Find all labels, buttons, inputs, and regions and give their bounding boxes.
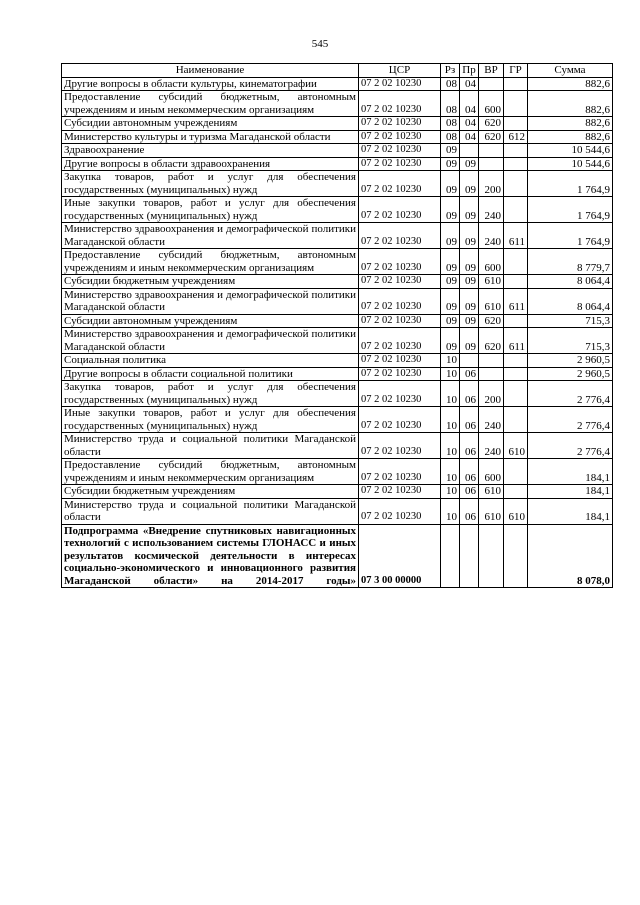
cell-sum: 184,1: [528, 459, 613, 485]
cell-vr: 620: [479, 314, 504, 328]
cell-sum: 10 544,6: [528, 144, 613, 158]
cell-gr: [504, 117, 528, 131]
cell-csr: 07 2 02 10230: [359, 144, 441, 158]
cell-csr: 07 2 02 10230: [359, 197, 441, 223]
cell-csr: 07 2 02 10230: [359, 367, 441, 381]
cell-name: Социальная политика: [62, 354, 359, 368]
cell-pr: 06: [460, 433, 479, 459]
cell-csr: 07 2 02 10230: [359, 314, 441, 328]
cell-gr: [504, 275, 528, 289]
cell-pr: 04: [460, 130, 479, 144]
cell-rz: 09: [441, 197, 460, 223]
cell-rz: 09: [441, 249, 460, 275]
cell-sum: 1 764,9: [528, 197, 613, 223]
cell-sum: 882,6: [528, 77, 613, 91]
table-row: [62, 171, 613, 197]
header-name: Наименование: [62, 64, 359, 78]
table-row: [62, 223, 613, 249]
cell-sum: 8 078,0: [528, 524, 613, 588]
cell-gr: [504, 249, 528, 275]
cell-rz: 10: [441, 407, 460, 433]
cell-pr: 06: [460, 459, 479, 485]
cell-pr: 09: [460, 157, 479, 171]
cell-rz: 10: [441, 381, 460, 407]
table-row: [62, 381, 613, 407]
budget-table: [61, 63, 613, 588]
table-row: [62, 459, 613, 485]
cell-rz: 08: [441, 117, 460, 131]
cell-gr: [504, 144, 528, 158]
cell-csr: 07 2 02 10230: [359, 498, 441, 524]
cell-gr: 610: [504, 498, 528, 524]
cell-name: Министерство культуры и туризма Магаданской области: [62, 130, 359, 144]
cell-rz: 10: [441, 485, 460, 499]
cell-vr: [479, 354, 504, 368]
cell-name: Министерство здравоохранения и демографической политики Магаданской области: [62, 328, 359, 354]
cell-rz: 10: [441, 367, 460, 381]
cell-rz: 10: [441, 433, 460, 459]
cell-pr: 04: [460, 91, 479, 117]
table-row: [62, 498, 613, 524]
cell-csr: 07 2 02 10230: [359, 275, 441, 289]
cell-name: Иные закупки товаров, работ и услуг для обеспечения государственных (муниципальных) нужд: [62, 197, 359, 223]
cell-csr: 07 2 02 10230: [359, 288, 441, 314]
cell-rz: 08: [441, 130, 460, 144]
cell-csr: 07 2 02 10230: [359, 91, 441, 117]
cell-sum: 184,1: [528, 485, 613, 499]
cell-pr: 04: [460, 117, 479, 131]
cell-vr: [479, 524, 504, 588]
cell-pr: 04: [460, 77, 479, 91]
cell-name: Предоставление субсидий бюджетным, автономным учреждениям и иным некоммерческим организациям: [62, 249, 359, 275]
cell-vr: 200: [479, 171, 504, 197]
cell-vr: 610: [479, 288, 504, 314]
cell-pr: 06: [460, 367, 479, 381]
cell-gr: [504, 314, 528, 328]
cell-vr: 240: [479, 223, 504, 249]
cell-pr: 09: [460, 314, 479, 328]
table-row: [62, 354, 613, 368]
cell-rz: 09: [441, 157, 460, 171]
header-csr: ЦСР: [359, 64, 441, 78]
cell-rz: 10: [441, 498, 460, 524]
cell-rz: 09: [441, 288, 460, 314]
cell-sum: 882,6: [528, 130, 613, 144]
table-header-row: [62, 64, 613, 78]
table-row: [62, 314, 613, 328]
cell-rz: 10: [441, 459, 460, 485]
table-row: [62, 288, 613, 314]
cell-name: Предоставление субсидий бюджетным, автономным учреждениям и иным некоммерческим организациям: [62, 459, 359, 485]
cell-sum: 8 064,4: [528, 288, 613, 314]
cell-name: Предоставление субсидий бюджетным, автономным учреждениям и иным некоммерческим организациям: [62, 91, 359, 117]
cell-pr: 09: [460, 288, 479, 314]
table-row: [62, 197, 613, 223]
cell-name: Министерство здравоохранения и демографической политики Магаданской области: [62, 288, 359, 314]
table-row: [62, 144, 613, 158]
cell-gr: [504, 524, 528, 588]
cell-name: Закупка товаров, работ и услуг для обеспечения государственных (муниципальных) нужд: [62, 171, 359, 197]
cell-vr: 240: [479, 433, 504, 459]
cell-csr: 07 2 02 10230: [359, 459, 441, 485]
cell-pr: 06: [460, 485, 479, 499]
cell-sum: 2 960,5: [528, 354, 613, 368]
cell-vr: 240: [479, 407, 504, 433]
cell-csr: 07 2 02 10230: [359, 249, 441, 275]
cell-vr: 620: [479, 328, 504, 354]
cell-csr: 07 2 02 10230: [359, 485, 441, 499]
cell-sum: 882,6: [528, 91, 613, 117]
cell-sum: 10 544,6: [528, 157, 613, 171]
cell-csr: 07 2 02 10230: [359, 354, 441, 368]
cell-vr: 240: [479, 197, 504, 223]
cell-rz: 08: [441, 77, 460, 91]
cell-name: Другие вопросы в области социальной политики: [62, 367, 359, 381]
header-rz: Рз: [441, 64, 460, 78]
cell-name: Субсидии бюджетным учреждениям: [62, 275, 359, 289]
cell-gr: [504, 77, 528, 91]
cell-gr: [504, 157, 528, 171]
cell-csr: 07 2 02 10230: [359, 77, 441, 91]
cell-name: Иные закупки товаров, работ и услуг для обеспечения государственных (муниципальных) нужд: [62, 407, 359, 433]
cell-pr: 09: [460, 275, 479, 289]
cell-rz: 08: [441, 91, 460, 117]
cell-rz: 09: [441, 328, 460, 354]
cell-gr: [504, 171, 528, 197]
cell-name: Другие вопросы в области культуры, кинематографии: [62, 77, 359, 91]
table-row: [62, 249, 613, 275]
cell-rz: [441, 524, 460, 588]
cell-pr: 09: [460, 197, 479, 223]
cell-gr: [504, 407, 528, 433]
cell-vr: 610: [479, 498, 504, 524]
header-gr: ГР: [504, 64, 528, 78]
cell-sum: 8 064,4: [528, 275, 613, 289]
cell-csr: 07 2 02 10230: [359, 223, 441, 249]
cell-name: Подпрограмма «Внедрение спутниковых навигационных технологий с использованием системы ГЛОНАСС и иных результатов космической деятельности в интересах социально-экономического и инновационного развития Магаданской области» на 2014-2017 годы»: [62, 524, 359, 588]
table-row: [62, 524, 613, 588]
cell-sum: 2 960,5: [528, 367, 613, 381]
table-row: [62, 328, 613, 354]
cell-rz: 09: [441, 275, 460, 289]
cell-pr: [460, 354, 479, 368]
cell-gr: [504, 367, 528, 381]
table-row: [62, 275, 613, 289]
cell-sum: 8 779,7: [528, 249, 613, 275]
cell-csr: 07 2 02 10230: [359, 130, 441, 144]
cell-name: Здравоохранение: [62, 144, 359, 158]
cell-csr: 07 2 02 10230: [359, 171, 441, 197]
table-row: [62, 367, 613, 381]
cell-pr: 09: [460, 328, 479, 354]
cell-gr: 611: [504, 328, 528, 354]
cell-vr: 600: [479, 91, 504, 117]
table-row: [62, 117, 613, 131]
table-body: [62, 77, 613, 588]
cell-rz: 10: [441, 354, 460, 368]
cell-csr: 07 2 02 10230: [359, 328, 441, 354]
cell-name: Другие вопросы в области здравоохранения: [62, 157, 359, 171]
cell-pr: 06: [460, 498, 479, 524]
table-row: [62, 485, 613, 499]
cell-vr: [479, 77, 504, 91]
table-row: [62, 77, 613, 91]
header-sum: Сумма: [528, 64, 613, 78]
table-row: [62, 157, 613, 171]
cell-vr: [479, 157, 504, 171]
cell-gr: 611: [504, 223, 528, 249]
cell-name: Субсидии бюджетным учреждениям: [62, 485, 359, 499]
cell-vr: 620: [479, 117, 504, 131]
cell-csr: 07 2 02 10230: [359, 381, 441, 407]
cell-name: Субсидии автономным учреждениям: [62, 314, 359, 328]
table-row: [62, 130, 613, 144]
cell-vr: 200: [479, 381, 504, 407]
cell-pr: 06: [460, 381, 479, 407]
cell-vr: 610: [479, 275, 504, 289]
cell-gr: [504, 381, 528, 407]
cell-pr: 06: [460, 407, 479, 433]
cell-rz: 09: [441, 314, 460, 328]
cell-name: Министерство труда и социальной политики Магаданской области: [62, 498, 359, 524]
header-vr: ВР: [479, 64, 504, 78]
cell-gr: [504, 485, 528, 499]
cell-rz: 09: [441, 144, 460, 158]
cell-gr: [504, 91, 528, 117]
cell-gr: [504, 459, 528, 485]
cell-rz: 09: [441, 223, 460, 249]
cell-vr: [479, 144, 504, 158]
cell-sum: 882,6: [528, 117, 613, 131]
cell-gr: [504, 354, 528, 368]
cell-gr: 610: [504, 433, 528, 459]
cell-sum: 1 764,9: [528, 223, 613, 249]
cell-name: Закупка товаров, работ и услуг для обеспечения государственных (муниципальных) нужд: [62, 381, 359, 407]
cell-name: Субсидии автономным учреждениям: [62, 117, 359, 131]
cell-pr: 09: [460, 249, 479, 275]
cell-sum: 1 764,9: [528, 171, 613, 197]
cell-csr: 07 2 02 10230: [359, 433, 441, 459]
cell-sum: 2 776,4: [528, 381, 613, 407]
table-row: [62, 407, 613, 433]
cell-pr: 09: [460, 171, 479, 197]
cell-pr: [460, 524, 479, 588]
cell-rz: 09: [441, 171, 460, 197]
cell-gr: 612: [504, 130, 528, 144]
cell-vr: [479, 367, 504, 381]
cell-csr: 07 2 02 10230: [359, 117, 441, 131]
cell-vr: 620: [479, 130, 504, 144]
cell-csr: 07 3 00 00000: [359, 524, 441, 588]
cell-csr: 07 2 02 10230: [359, 157, 441, 171]
cell-sum: 2 776,4: [528, 433, 613, 459]
cell-vr: 600: [479, 459, 504, 485]
cell-sum: 184,1: [528, 498, 613, 524]
cell-name: Министерство здравоохранения и демографической политики Магаданской области: [62, 223, 359, 249]
table-row: [62, 91, 613, 117]
cell-vr: 600: [479, 249, 504, 275]
header-pr: Пр: [460, 64, 479, 78]
cell-gr: [504, 197, 528, 223]
page-number: 545: [311, 38, 329, 50]
cell-sum: 715,3: [528, 328, 613, 354]
cell-name: Министерство труда и социальной политики Магаданской области: [62, 433, 359, 459]
table-row: [62, 433, 613, 459]
cell-csr: 07 2 02 10230: [359, 407, 441, 433]
cell-sum: 715,3: [528, 314, 613, 328]
cell-pr: [460, 144, 479, 158]
cell-pr: 09: [460, 223, 479, 249]
cell-gr: 611: [504, 288, 528, 314]
cell-vr: 610: [479, 485, 504, 499]
cell-sum: 2 776,4: [528, 407, 613, 433]
